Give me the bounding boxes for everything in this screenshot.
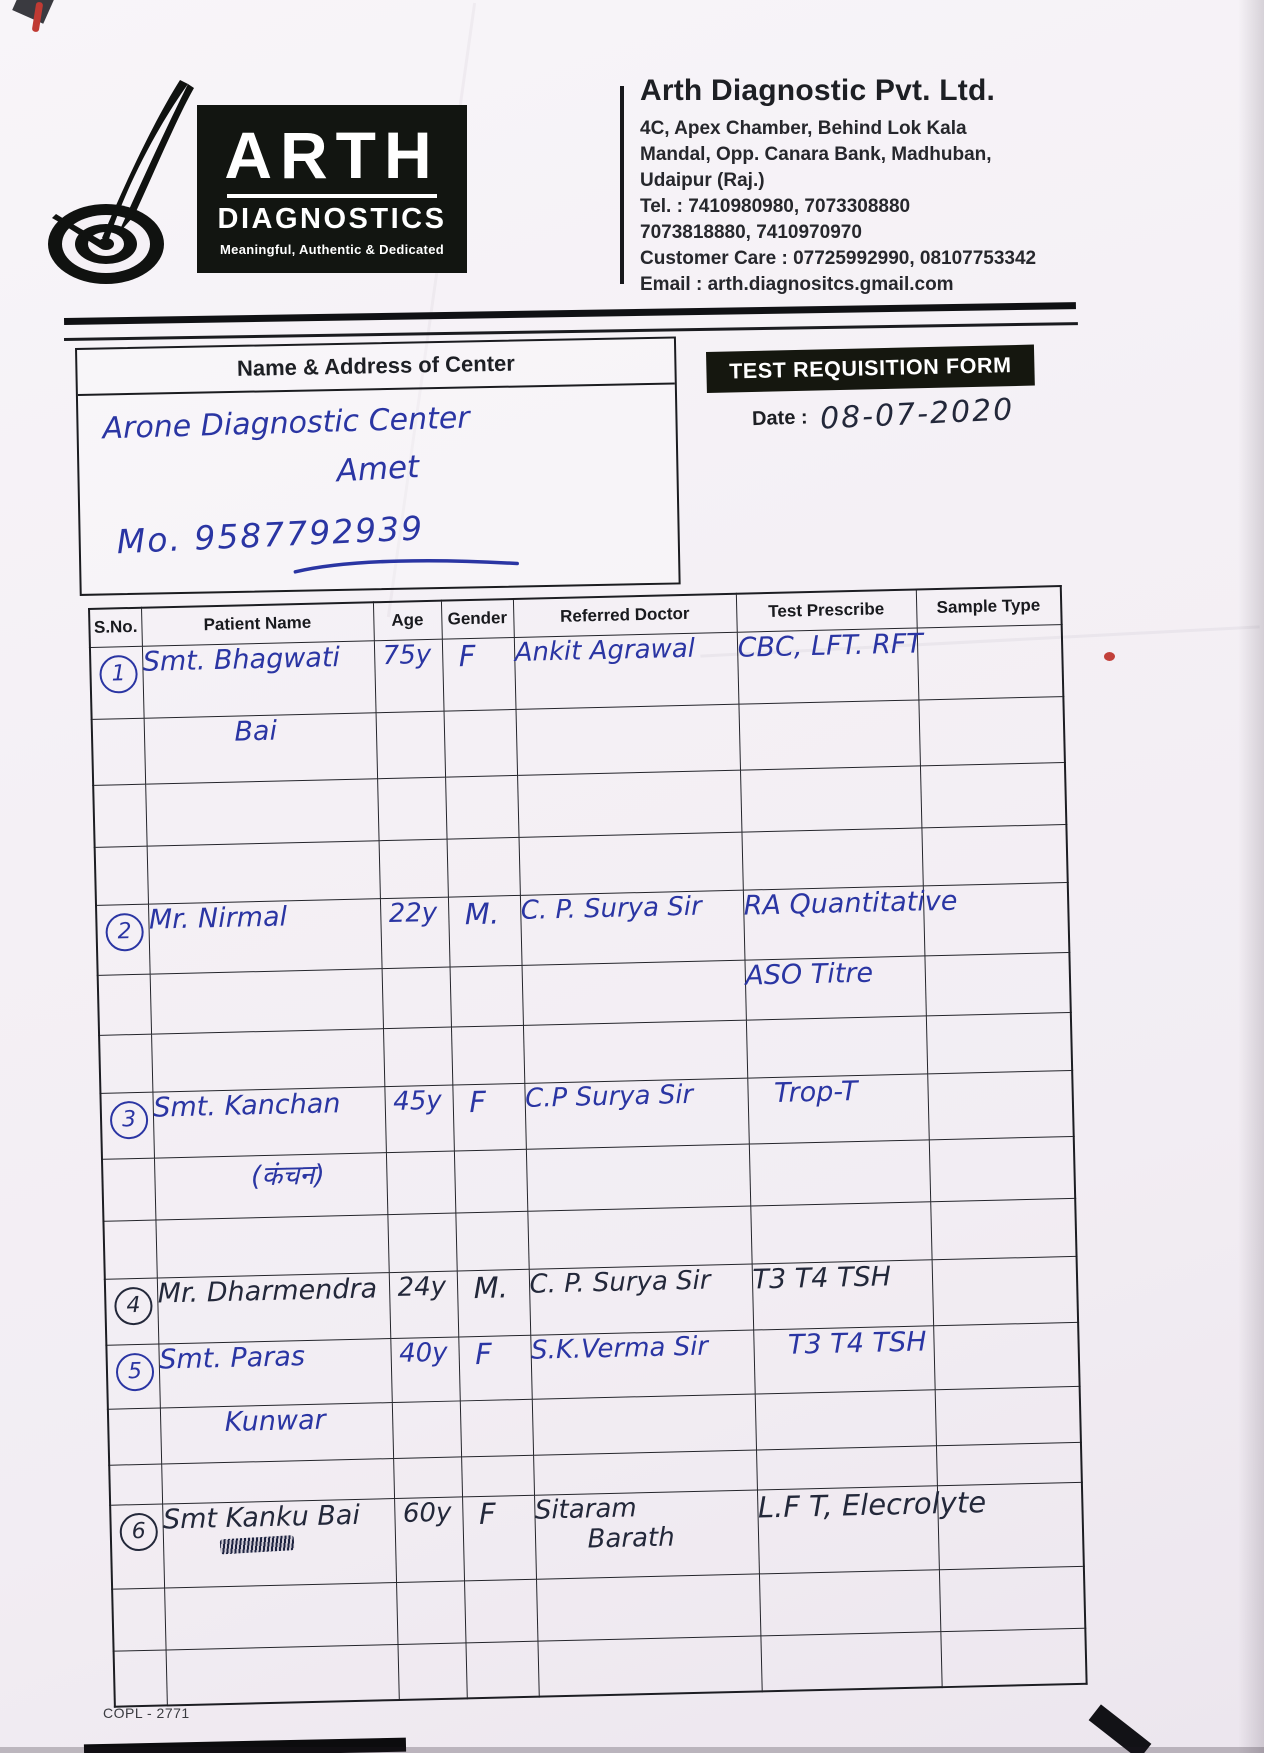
empty-cell bbox=[455, 1211, 528, 1271]
doctor-cell bbox=[514, 632, 739, 709]
empty-cell bbox=[392, 1400, 461, 1458]
patient-name-handwriting: Mr. Dharmendra bbox=[157, 1272, 378, 1310]
empty-cell bbox=[460, 1399, 533, 1457]
red-pen-dot bbox=[1104, 652, 1115, 661]
circled-serial-number: 1 bbox=[99, 654, 138, 693]
age-handwriting: 60y bbox=[402, 1497, 452, 1529]
circled-serial-number: 6 bbox=[119, 1512, 158, 1551]
gender-cell bbox=[457, 1269, 531, 1337]
arth-logo bbox=[38, 66, 488, 296]
empty-cell bbox=[454, 1149, 527, 1213]
doctor-handwriting: C. P. Surya Sir bbox=[520, 891, 703, 926]
sno-cell bbox=[90, 646, 144, 719]
empty-cell bbox=[740, 765, 921, 831]
empty-cell bbox=[444, 709, 518, 777]
doctor-cell bbox=[529, 1264, 753, 1335]
logo-tagline: Meaningful, Authentic & Dedicated bbox=[220, 241, 444, 257]
circled-serial-number: 2 bbox=[105, 912, 144, 951]
gender-handwriting: F bbox=[468, 1084, 487, 1119]
empty-cell bbox=[929, 1136, 1075, 1201]
empty-cell bbox=[386, 1151, 455, 1215]
empty-cell bbox=[926, 1012, 1072, 1073]
empty-cell bbox=[95, 846, 148, 905]
empty-cell bbox=[920, 762, 1066, 827]
empty-cell bbox=[393, 1456, 462, 1498]
empty-cell bbox=[397, 1642, 466, 1700]
gender-cell bbox=[458, 1335, 531, 1401]
company-address-line: Mandal, Opp. Canara Bank, Madhuban, bbox=[640, 144, 992, 165]
empty-cell bbox=[92, 718, 146, 785]
empty-cell bbox=[109, 1464, 162, 1505]
empty-cell bbox=[164, 1582, 397, 1649]
doctor-second-line: Barath bbox=[587, 1521, 675, 1554]
doctor-handwriting: C.P Surya Sir bbox=[524, 1079, 694, 1114]
age-handwriting: 75y bbox=[382, 639, 432, 671]
col-header-sno: S.No. bbox=[89, 608, 142, 647]
empty-cell bbox=[161, 1458, 394, 1503]
age-handwriting: 45y bbox=[392, 1085, 443, 1117]
scan-edge-shadow bbox=[0, 1747, 1264, 1753]
patient-name-cell bbox=[162, 1498, 396, 1587]
age-cell bbox=[380, 897, 450, 969]
center-name-handwriting: Arone Diagnostic Center bbox=[102, 400, 471, 447]
logo-brand-text: ARTH bbox=[224, 117, 440, 192]
empty-cell bbox=[145, 778, 378, 845]
handwritten-underline-stroke bbox=[291, 553, 521, 579]
empty-cell bbox=[759, 1569, 940, 1635]
doctor-handwriting: S.K.Verma Sir bbox=[530, 1331, 709, 1366]
patient-name-second-line: (कंचन) bbox=[250, 1159, 326, 1192]
sample-type-cell bbox=[927, 1070, 1074, 1139]
empty-cell bbox=[102, 1158, 155, 1221]
empty-cell bbox=[760, 1631, 941, 1691]
patient-name-handwriting: Mr. Nirmal bbox=[148, 900, 288, 936]
empty-cell bbox=[103, 1220, 156, 1279]
patient-name-cell bbox=[160, 1402, 393, 1463]
gender-handwriting: F bbox=[474, 1336, 493, 1371]
gender-handwriting: M. bbox=[464, 895, 500, 931]
age-handwriting: 22y bbox=[388, 897, 438, 929]
patient-name-handwriting: Smt. Kanchan bbox=[152, 1087, 341, 1124]
col-header-referred-doctor: Referred Doctor bbox=[513, 594, 737, 637]
empty-cell bbox=[396, 1580, 465, 1644]
empty-cell bbox=[147, 840, 380, 903]
patient-name-cell bbox=[152, 1086, 385, 1157]
doctor-handwriting: Sitaram bbox=[534, 1492, 638, 1526]
tests-handwriting: CBC, LFT. RFT bbox=[737, 627, 924, 664]
tests-second-line: ASO Titre bbox=[744, 957, 874, 992]
empty-cell bbox=[519, 832, 743, 895]
company-customer-care: Customer Care : 07725992990, 08107753342 bbox=[640, 248, 1037, 269]
patient-name-cell bbox=[158, 1338, 391, 1407]
empty-cell bbox=[526, 1144, 750, 1211]
col-header-age: Age bbox=[373, 601, 442, 641]
scan-corner-artifact bbox=[1089, 1704, 1152, 1753]
circled-serial-number: 5 bbox=[116, 1352, 155, 1391]
gender-handwriting: M. bbox=[473, 1269, 509, 1305]
gender-cell bbox=[442, 637, 516, 711]
tests-handwriting: T3 T4 TSH bbox=[787, 1325, 927, 1361]
empty-cell bbox=[166, 1644, 399, 1705]
date-label: Date : bbox=[751, 406, 808, 431]
circled-serial-number: 4 bbox=[114, 1286, 153, 1325]
empty-cell bbox=[383, 1027, 452, 1087]
empty-cell bbox=[527, 1206, 751, 1269]
empty-cell bbox=[522, 960, 746, 1025]
doctor-cell bbox=[530, 1330, 754, 1399]
company-info bbox=[640, 74, 1080, 298]
tests-cell bbox=[752, 1259, 934, 1329]
patient-name-second-line: Kunwar bbox=[224, 1404, 326, 1438]
tests-cell bbox=[737, 627, 924, 703]
age-cell bbox=[389, 1270, 459, 1338]
date-handwriting: 08-07-2020 bbox=[819, 392, 1016, 437]
empty-cell bbox=[464, 1579, 537, 1643]
age-handwriting: 40y bbox=[398, 1337, 448, 1369]
age-handwriting: 24y bbox=[397, 1271, 447, 1303]
empty-cell bbox=[738, 699, 920, 769]
sample-type-cell bbox=[932, 1256, 1079, 1325]
col-header-test-prescribe: Test Prescribe bbox=[736, 589, 917, 631]
empty-cell bbox=[939, 1566, 1085, 1631]
header-divider-thick bbox=[64, 302, 1076, 325]
sno-cell bbox=[106, 1344, 159, 1409]
empty-cell bbox=[930, 1198, 1076, 1259]
patient-name-handwriting: Smt. Bhagwati bbox=[142, 641, 341, 678]
date-row bbox=[752, 394, 1015, 437]
logo-sub-text: DIAGNOSTICS bbox=[217, 202, 447, 235]
doctor-cell bbox=[534, 1489, 759, 1578]
tests-cell bbox=[743, 885, 958, 959]
gender-handwriting: F bbox=[458, 638, 476, 673]
company-email: Email : arth.diagnositcs.gmail.com bbox=[640, 274, 954, 295]
empty-cell bbox=[918, 696, 1065, 765]
empty-cell bbox=[924, 952, 1070, 1015]
age-cell bbox=[374, 639, 444, 713]
empty-cell bbox=[536, 1573, 760, 1640]
empty-cell bbox=[537, 1635, 761, 1696]
tests-handwriting: L.F T, Elecrolyte bbox=[757, 1484, 987, 1524]
requisition-table bbox=[88, 585, 1088, 1708]
empty-cell bbox=[108, 1408, 161, 1465]
empty-cell bbox=[746, 1015, 927, 1077]
company-name: Arth Diagnostic Pvt. Ltd. bbox=[640, 74, 996, 107]
tests-cell bbox=[744, 955, 925, 1019]
col-header-sample-type: Sample Type bbox=[916, 586, 1062, 627]
empty-cell bbox=[387, 1213, 456, 1273]
logo-box bbox=[197, 105, 467, 273]
doctor-cell bbox=[520, 890, 745, 965]
patient-name-second-line: Bai bbox=[234, 715, 278, 748]
empty-cell bbox=[447, 837, 520, 897]
empty-cell bbox=[114, 1649, 167, 1706]
header-vertical-rule bbox=[620, 86, 624, 284]
tests-cell bbox=[757, 1484, 987, 1573]
sno-cell bbox=[105, 1278, 159, 1345]
company-address-line: 4C, Apex Chamber, Behind Lok Kala bbox=[640, 118, 967, 139]
doctor-cell bbox=[524, 1078, 748, 1149]
patient-name-cell bbox=[144, 712, 377, 783]
sno-cell bbox=[100, 1092, 154, 1159]
company-address-line: Udaipur (Raj.) bbox=[640, 170, 765, 191]
empty-cell bbox=[935, 1386, 1081, 1445]
sno-cell bbox=[110, 1504, 164, 1589]
center-mobile-handwriting: Mo. 9587792939 bbox=[115, 508, 425, 562]
empty-cell bbox=[749, 1139, 930, 1205]
empty-cell bbox=[921, 824, 1067, 885]
empty-cell bbox=[517, 770, 741, 837]
empty-cell bbox=[379, 839, 448, 899]
gender-cell bbox=[448, 895, 522, 967]
form-code: COPL - 2771 bbox=[103, 1705, 190, 1721]
form-title-bar: TEST REQUISITION FORM bbox=[706, 345, 1035, 393]
patient-name-cell bbox=[157, 1272, 390, 1343]
circled-serial-number: 3 bbox=[110, 1100, 149, 1139]
doctor-handwriting: Ankit Agrawal bbox=[514, 633, 696, 668]
empty-cell bbox=[940, 1628, 1086, 1687]
age-cell bbox=[390, 1336, 459, 1402]
empty-cell bbox=[461, 1455, 534, 1497]
center-address-box bbox=[75, 336, 681, 595]
tests-handwriting: T3 T4 TSH bbox=[752, 1260, 892, 1296]
empty-cell bbox=[99, 1034, 152, 1093]
empty-cell bbox=[155, 1214, 388, 1277]
gender-cell bbox=[452, 1083, 526, 1151]
patient-name-handwriting: Smt. Paras bbox=[158, 1340, 306, 1376]
empty-cell bbox=[465, 1641, 538, 1699]
scribbled-out-word bbox=[219, 1535, 294, 1554]
empty-cell bbox=[450, 965, 523, 1027]
doctor-handwriting: C. P. Surya Sir bbox=[529, 1265, 711, 1300]
tests-cell bbox=[747, 1073, 929, 1143]
empty-cell bbox=[750, 1201, 931, 1263]
empty-cell bbox=[377, 777, 446, 841]
empty-cell bbox=[741, 827, 922, 889]
empty-cell bbox=[98, 974, 151, 1035]
empty-cell bbox=[382, 967, 451, 1029]
empty-cell bbox=[936, 1442, 1082, 1485]
empty-cell bbox=[150, 968, 383, 1033]
patient-name-handwriting: Smt Kanku Bai bbox=[162, 1499, 361, 1535]
sno-cell bbox=[96, 904, 150, 975]
empty-cell bbox=[755, 1389, 936, 1449]
gender-cell bbox=[462, 1495, 536, 1581]
sample-type-cell bbox=[933, 1322, 1079, 1389]
age-cell bbox=[384, 1085, 454, 1153]
patient-name-cell bbox=[148, 898, 382, 973]
empty-cell bbox=[451, 1025, 524, 1085]
empty-cell bbox=[532, 1394, 756, 1455]
col-header-patient-name: Patient Name bbox=[141, 602, 374, 645]
empty-cell bbox=[533, 1449, 757, 1494]
tests-handwriting: RA Quantitative bbox=[743, 885, 958, 922]
empty-cell bbox=[151, 1028, 384, 1091]
empty-cell bbox=[515, 704, 739, 775]
empty-cell bbox=[112, 1587, 165, 1650]
empty-cell bbox=[756, 1445, 937, 1489]
col-header-gender: Gender bbox=[441, 599, 514, 639]
empty-cell bbox=[376, 711, 446, 779]
patient-name-cell bbox=[142, 640, 376, 717]
age-cell bbox=[394, 1496, 464, 1582]
empty-cell bbox=[523, 1020, 747, 1083]
logo-divider bbox=[227, 194, 437, 198]
empty-cell bbox=[93, 784, 146, 847]
sample-type-cell bbox=[917, 624, 1064, 699]
center-box-title: Name & Address of Center bbox=[77, 339, 675, 396]
empty-cell bbox=[445, 775, 518, 839]
company-phone-line: 7073818880, 7410970970 bbox=[640, 222, 862, 243]
tests-handwriting: Trop-T bbox=[773, 1075, 858, 1109]
center-town-handwriting: Amet bbox=[335, 448, 421, 490]
company-phone-line: Tel. : 7410980980, 7073308880 bbox=[640, 196, 911, 217]
tests-cell bbox=[753, 1325, 934, 1393]
gender-handwriting: F bbox=[478, 1496, 497, 1531]
patient-name-cell bbox=[154, 1152, 387, 1219]
